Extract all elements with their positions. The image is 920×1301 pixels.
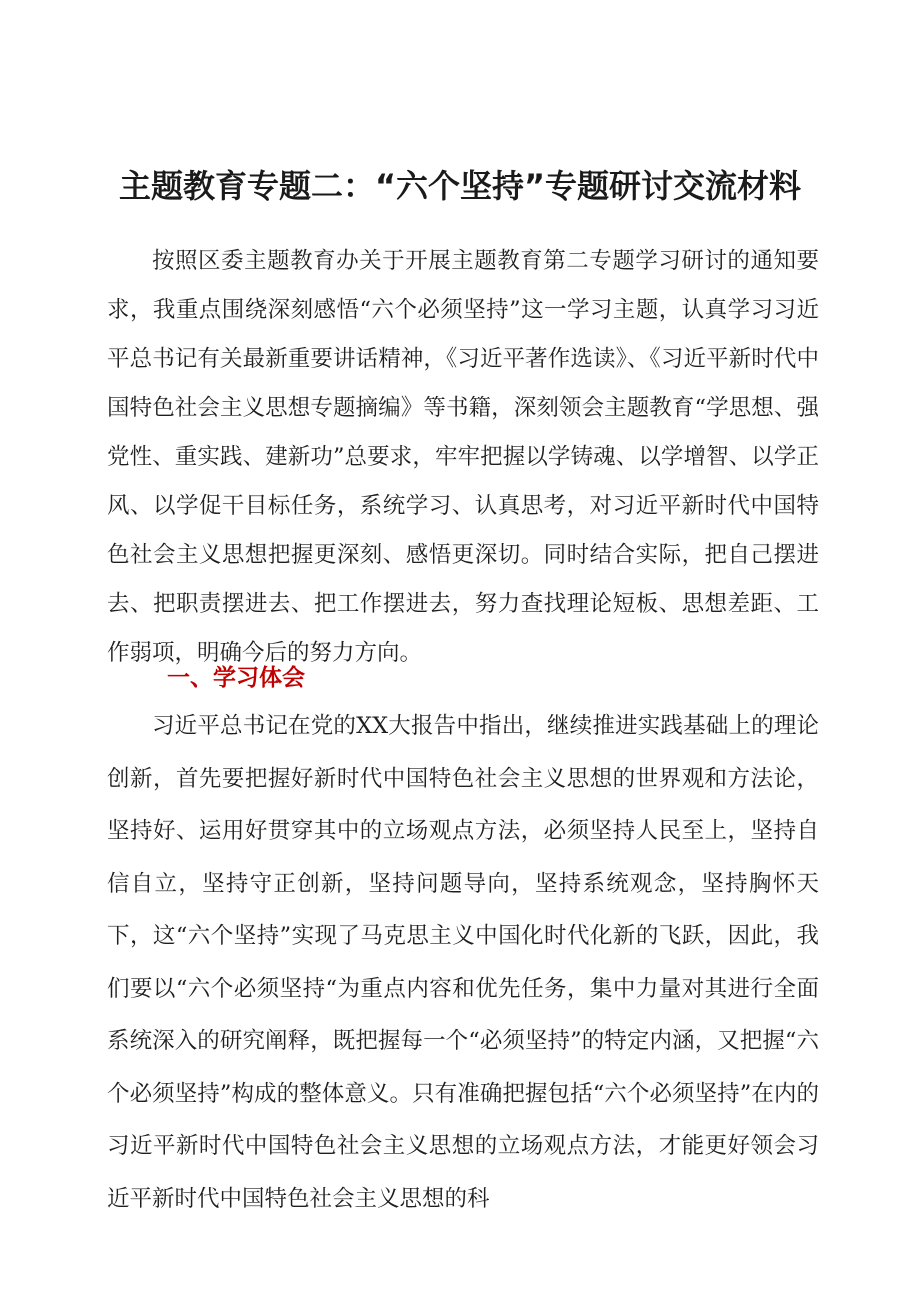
study-paragraph: 习近平总书记在党的XX大报告中指出，继续推进实践基础上的理论创新，首先要把握好新时代中国特色社会主义思想的世界观和方法论，坚持好、运用好贯穿其中的立场观点方法，必须坚持人民至上，坚持自信自立，坚持守正创新，坚持问题导向，坚持系统观念，坚持胸怀天下，这“六个坚持”实现了马克思主义中国化时代化新的飞跃，因此，我们要以“六个必须坚持“为重点内容和优先任务，集中力量对其进行全面系统深入的研究阐释，既把握每一个“必须坚持”的特定内涵，又把握“六个必须坚持”构成的整体意义。只有准确把握包括“六个必须坚持”在内的习近平新时代中国特色社会主义思想的立场观点方法，才能更好领会习近平新时代中国特色社会主义思想的科 xyxy=(107,713,819,1212)
section-heading-study: 一、学习体会 xyxy=(167,665,305,691)
intro-paragraph: 按照区委主题教育办关于开展主题教育第二专题学习研讨的通知要求，我重点围绕深刻感悟“六个必须坚持”这一学习主题，认真学习习近平总书记有关最新重要讲话精神，《习近平著作选读》、《习近平新时代中国特色社会主义思想专题摘编》等书籍，深刻领会主题教育“学思想、强党性、重实践、建新功”总要求，牢牢把握以学铸魂、以学增智、以学正风、以学促干目标任务，系统学习、认真思考，对习近平新时代中国特色社会主义思想把握更深刻、感悟更深切。同时结合实际，把自己摆进去、把职责摆进去、把工作摆进去，努力查找理论短板、思想差距、工作弱项，明确今后的努力方向。 xyxy=(107,248,819,666)
document-title: 主题教育专题二：“六个坚持”专题研讨交流材料 xyxy=(118,167,802,205)
